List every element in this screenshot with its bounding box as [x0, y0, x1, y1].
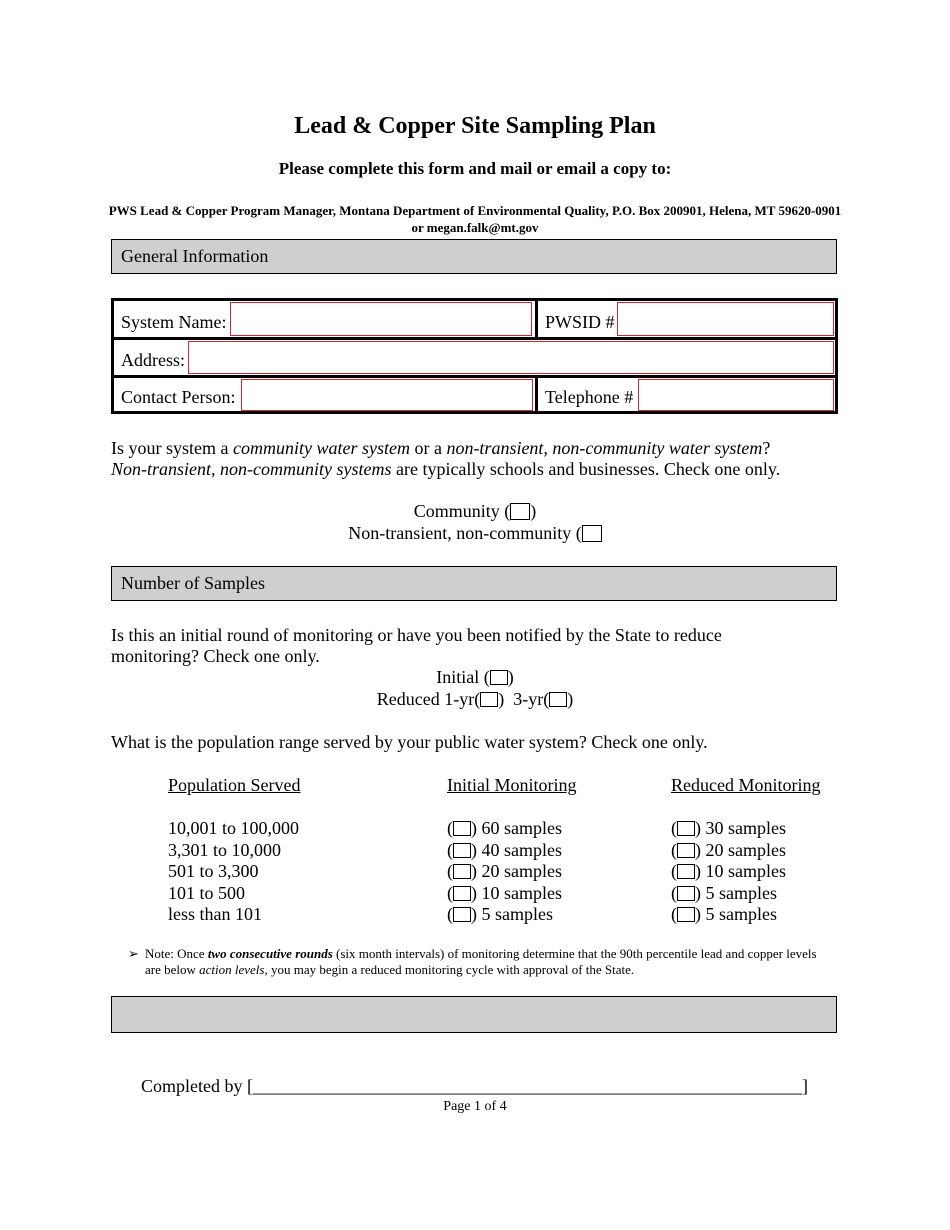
- mailing-address: [0, 202, 950, 236]
- pwsid-label: PWSID #: [545, 312, 615, 332]
- population-range: 501 to 3,300: [168, 861, 259, 881]
- reduced-row-5-checkbox[interactable]: [677, 907, 695, 922]
- option-non-transient: Non-transient, non-community (: [0, 523, 950, 545]
- reduced-option: ( ) 5 samples: [671, 882, 777, 903]
- arrow-bullet-icon: ➢: [128, 946, 139, 961]
- initial-option: ( ) 20 samples: [447, 861, 562, 881]
- col-header-reduced: Reduced Monitoring: [671, 775, 821, 795]
- section-number-of-samples: Number of Samples: [111, 566, 837, 601]
- address-input[interactable]: [188, 341, 834, 374]
- address-line-2: or megan.falk@mt.gov: [411, 220, 539, 235]
- initial-row-4-checkbox[interactable]: [453, 886, 471, 901]
- option-initial: Initial ( ): [436, 667, 514, 687]
- page-title: Lead & Copper Site Sampling Plan: [294, 113, 656, 139]
- col-header-initial: Initial Monitoring: [447, 775, 577, 795]
- general-info-table: [111, 298, 838, 414]
- col-header-population: Population Served: [168, 775, 301, 795]
- community-checkbox[interactable]: [510, 503, 530, 520]
- initial-row-3-checkbox[interactable]: [453, 864, 471, 879]
- completed-by-label: Completed by [: [141, 1076, 253, 1096]
- population-range: less than 101: [168, 904, 262, 924]
- completed-by-input[interactable]: _____________________________________________________________: [252, 1076, 802, 1096]
- page-subtitle: Please complete this form and mail or email a copy to:: [278, 159, 672, 178]
- system-type-options: [0, 501, 950, 544]
- reduced-option: ( ) 20 samples: [671, 839, 786, 860]
- reduced-row-1-checkbox[interactable]: [677, 821, 695, 836]
- initial-option: ( ) 10 samples: [447, 882, 562, 903]
- option-reduced: Reduced 1-yr( ) 3-yr( ): [376, 688, 574, 709]
- monitoring-round-question: Is this an initial round of monitoring or have you been notified by the State to reduce monitoring? Check one only.: [111, 625, 722, 666]
- initial-checkbox[interactable]: [490, 670, 508, 685]
- completed-by-line: Completed by [_____________________________________________________________]: [141, 1076, 808, 1096]
- reduced-monitoring-note: [128, 946, 828, 980]
- reduced-option: ( ) 10 samples: [671, 861, 786, 881]
- reduced-option: ( ) 30 samples: [671, 818, 786, 838]
- reduced-1yr-checkbox[interactable]: [480, 692, 498, 707]
- reduced-3yr-checkbox[interactable]: [549, 692, 567, 707]
- reduced-monitoring-options: [671, 818, 786, 926]
- initial-row-5-checkbox[interactable]: [453, 907, 471, 922]
- initial-option: ( ) 40 samples: [447, 839, 562, 860]
- population-range: 3,301 to 10,000: [168, 839, 282, 860]
- population-question: What is the population range served by your public water system? Check one only.: [111, 732, 708, 752]
- contact-person-input[interactable]: [241, 379, 533, 411]
- telephone-label: Telephone #: [545, 387, 634, 407]
- population-ranges: [168, 818, 299, 926]
- initial-row-1-checkbox[interactable]: [453, 821, 471, 836]
- population-range: 101 to 500: [168, 882, 246, 903]
- system-type-question: Is your system a community water system or a non-transient, non-community water system? Non-transient, non-community systems are typically schools and businesses. Check one only.: [111, 438, 781, 479]
- option-community: Community ( ): [413, 501, 537, 521]
- reduced-row-2-checkbox[interactable]: [677, 843, 695, 858]
- address-label: Address:: [121, 350, 185, 370]
- note-text: Note: Once two consecutive rounds (six month intervals) of monitoring determine that the 90th percentile lead and copper levels are below action levels, you may begin a reduced monitoring cycle with approval of the State.: [145, 946, 817, 977]
- initial-row-2-checkbox[interactable]: [453, 843, 471, 858]
- initial-option: ( ) 5 samples: [447, 904, 553, 924]
- section-blank-bar: [111, 996, 837, 1033]
- non-transient-checkbox[interactable]: [582, 525, 602, 542]
- system-name-label: System Name:: [121, 312, 227, 332]
- monitoring-round-options: [0, 667, 950, 710]
- system-name-input[interactable]: [230, 302, 532, 336]
- initial-option: ( ) 60 samples: [447, 818, 562, 838]
- initial-monitoring-options: [447, 818, 562, 926]
- telephone-input[interactable]: [638, 379, 834, 411]
- address-line-1: PWS Lead & Copper Program Manager, Montana Department of Environmental Quality, P.O. Box 200901, Helena, MT 59620-0901: [108, 203, 842, 218]
- population-range: 10,001 to 100,000: [168, 818, 300, 838]
- reduced-row-3-checkbox[interactable]: [677, 864, 695, 879]
- reduced-row-4-checkbox[interactable]: [677, 886, 695, 901]
- contact-person-label: Contact Person:: [121, 387, 236, 407]
- reduced-option: ( ) 5 samples: [671, 904, 777, 924]
- page-number: Page 1 of 4: [443, 1099, 507, 1114]
- section-general-information: General Information: [111, 239, 837, 274]
- pwsid-input[interactable]: [617, 302, 834, 336]
